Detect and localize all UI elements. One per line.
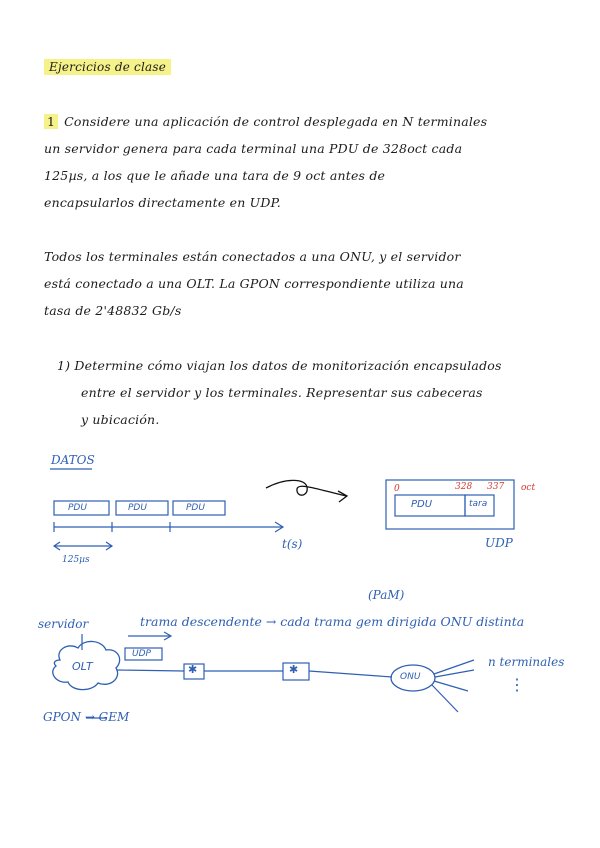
terminals-dots: ⋮	[509, 675, 525, 694]
fanout-line-3	[434, 681, 468, 691]
question-line-3: y ubicación.	[81, 412, 160, 427]
fiber-segment-3	[309, 671, 392, 677]
fanout-line-1	[434, 660, 474, 674]
fanout-line-4	[432, 685, 458, 712]
question-line-1: Determine cómo viajan los datos de monitorización encapsulados	[74, 358, 502, 373]
udp-mid-offset: 328	[455, 482, 473, 492]
statement-line-4: encapsularlos directamente en UDP.	[44, 195, 281, 210]
statement2-line-2: está conectado a una OLT. La GPON correspondiente utiliza una	[44, 276, 464, 291]
statement-line-2: un servidor genera para cada terminal una PDU de 328oct cada	[44, 141, 463, 156]
udp-unit: oct	[521, 483, 536, 493]
terminals-label: n terminales	[488, 655, 565, 669]
servidor-label: servidor	[38, 617, 89, 631]
page-title: Ejercicios de clase	[44, 59, 171, 75]
splitter-2-symbol: ✱	[289, 663, 299, 676]
udp-small-label: UDP	[132, 649, 151, 659]
time-axis-label: t(s)	[282, 537, 303, 551]
encapsulation-arrow	[266, 480, 346, 496]
pdu-label-3: PDU	[186, 503, 205, 513]
fiber-segment-1	[117, 670, 184, 671]
udp-start-offset: 0	[394, 484, 400, 494]
statement-line-3: 125µs, a los que le añade una tara de 9 oct antes de	[44, 168, 386, 183]
statement-line-1: Considere una aplicación de control desplegada en N terminales	[64, 114, 488, 129]
olt-label: OLT	[72, 660, 93, 673]
gpon-gem-label: GPON → GEM	[43, 710, 130, 724]
statement2-line-3: tasa de 2'48832 Gb/s	[44, 303, 182, 318]
pdu-label-1: PDU	[68, 503, 87, 513]
onu-label: ONU	[400, 672, 421, 682]
datos-heading: DATOS	[51, 453, 95, 467]
exercise-number: 1	[44, 114, 58, 129]
question-line-2: entre el servidor y los terminales. Representar sus cabeceras	[81, 385, 483, 400]
interval-label: 125µs	[62, 555, 90, 565]
pam-label: (PaM)	[368, 588, 405, 602]
splitter-1-symbol: ✱	[188, 663, 198, 676]
statement2-line-1: Todos los terminales están conectados a una ONU, y el servidor	[44, 249, 461, 264]
udp-end-offset: 337	[487, 482, 505, 492]
question-number: 1)	[57, 358, 71, 373]
pdu-label-2: PDU	[128, 503, 147, 513]
trama-descendente-note: trama descendente → cada trama gem dirigida ONU distinta	[140, 614, 525, 629]
encapsulation-arrowhead	[338, 491, 347, 502]
udp-label: UDP	[485, 536, 513, 550]
udp-pdu-label: PDU	[411, 499, 433, 510]
tara-label: tara	[469, 499, 488, 509]
